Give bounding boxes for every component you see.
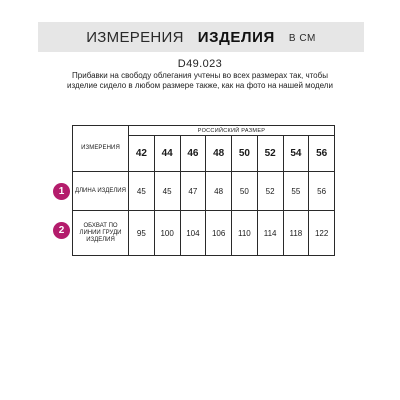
row-marker-1: 1 <box>53 183 70 200</box>
size-header: 46 <box>180 136 206 172</box>
size-header: 52 <box>257 136 283 172</box>
table-cell: 110 <box>232 211 258 256</box>
size-table <box>72 125 335 256</box>
table-cell: 104 <box>180 211 206 256</box>
row-marker-2: 2 <box>53 222 70 239</box>
header-band <box>38 22 364 52</box>
table-row <box>73 172 335 211</box>
table-cell: 122 <box>309 211 335 256</box>
size-header: 44 <box>154 136 180 172</box>
table-cell: 52 <box>257 172 283 211</box>
row-label-chest: ОБХВАТ ПО ЛИНИИ ГРУДИ ИЗДЕЛИЯ <box>73 211 129 256</box>
header-title-bold: ИЗДЕЛИЯ <box>197 28 275 46</box>
table-cell: 114 <box>257 211 283 256</box>
corner-label: ИЗМЕРЕНИЯ <box>73 126 129 172</box>
table-cell: 100 <box>154 211 180 256</box>
table-cell: 48 <box>206 172 232 211</box>
table-cell: 106 <box>206 211 232 256</box>
size-header: 42 <box>129 136 155 172</box>
table-cell: 95 <box>129 211 155 256</box>
table-cell: 55 <box>283 172 309 211</box>
table-cell: 45 <box>154 172 180 211</box>
header-title-light: ИЗМЕРЕНИЯ <box>86 28 184 46</box>
table-cell: 50 <box>232 172 258 211</box>
size-header: 48 <box>206 136 232 172</box>
row-label-length: ДЛИНА ИЗДЕЛИЯ <box>73 172 129 211</box>
size-group-header: РОССИЙСКИЙ РАЗМЕР <box>129 126 335 136</box>
fit-note: Прибавки на свободу облегания учтены во всех размерах так, чтобы изделие сидело в любом размере также, как на фото на нашей модели <box>67 71 333 90</box>
size-header: 54 <box>283 136 309 172</box>
table-row <box>73 211 335 256</box>
size-header: 56 <box>309 136 335 172</box>
table-cell: 118 <box>283 211 309 256</box>
header-unit: В СМ <box>288 33 316 44</box>
article-code: D49.023 <box>177 58 223 70</box>
size-header: 50 <box>232 136 258 172</box>
table-cell: 47 <box>180 172 206 211</box>
table-cell: 45 <box>129 172 155 211</box>
table-cell: 56 <box>309 172 335 211</box>
